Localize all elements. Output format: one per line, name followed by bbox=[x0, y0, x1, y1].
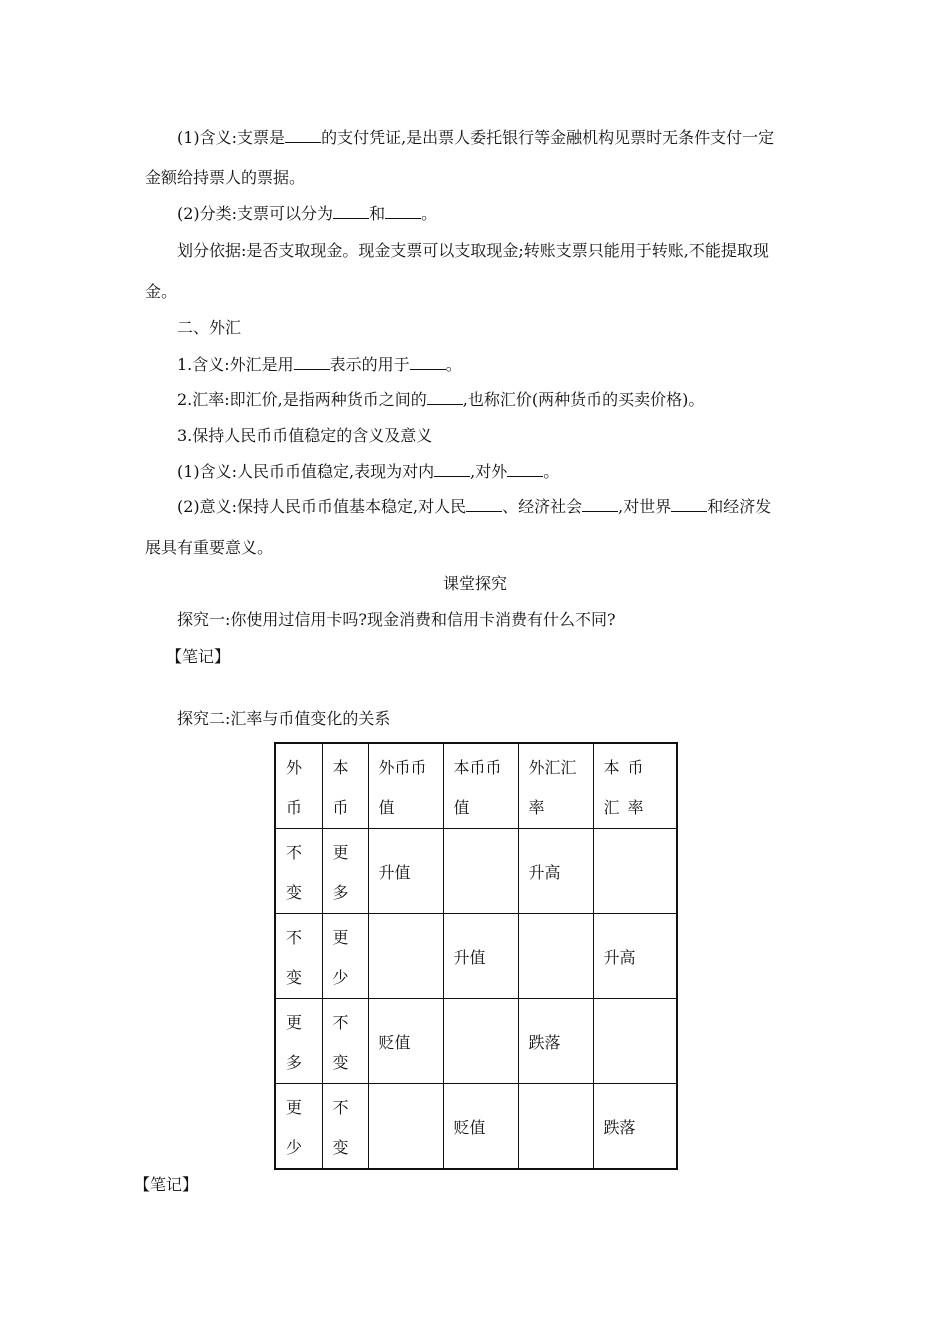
table-row bbox=[275, 999, 677, 1084]
cell-text: 更少 bbox=[286, 1098, 303, 1157]
table-cell bbox=[322, 829, 368, 914]
basis-line bbox=[177, 241, 769, 261]
cell-text bbox=[519, 914, 593, 938]
cell-text: 升高 bbox=[603, 948, 636, 967]
cell-text bbox=[594, 999, 677, 1023]
table-cell bbox=[368, 1084, 443, 1170]
cell-text: 更多 bbox=[286, 1013, 303, 1072]
text: 表示的用于 bbox=[329, 355, 410, 374]
table-cell bbox=[275, 914, 322, 999]
table-cell bbox=[275, 999, 322, 1084]
cell-text: 升高 bbox=[528, 863, 561, 882]
fill-blank bbox=[294, 355, 330, 370]
text: 3.保持人民币币值稳定的含义及意义 bbox=[177, 426, 433, 445]
cell-text bbox=[519, 1084, 593, 1108]
cell-text: 升值 bbox=[453, 948, 486, 967]
header-cell bbox=[275, 743, 322, 829]
cell-text: 外币 bbox=[286, 758, 303, 817]
table-cell bbox=[368, 914, 443, 999]
table-row bbox=[275, 829, 677, 914]
text: 1.含义:外汇是用 bbox=[177, 355, 294, 374]
text: 2.汇率:即汇价,是指两种货币之间的 bbox=[177, 390, 427, 409]
explore-one bbox=[177, 610, 616, 630]
text: ,也称汇价(两种货币的买卖价格)。 bbox=[462, 390, 705, 409]
cell-text: 升值 bbox=[378, 863, 411, 882]
text: 。 bbox=[421, 204, 438, 223]
table-cell bbox=[275, 829, 322, 914]
text: 二、外汇 bbox=[177, 318, 242, 337]
text: 金。 bbox=[145, 282, 178, 301]
fill-blank bbox=[427, 390, 463, 405]
table-cell bbox=[518, 999, 593, 1084]
cell-text: 不变 bbox=[286, 843, 303, 902]
significance-cont bbox=[145, 538, 273, 558]
table-cell bbox=[443, 914, 518, 999]
cell-text: 不变 bbox=[332, 1098, 349, 1157]
section-heading-forex bbox=[177, 318, 241, 338]
cell-text: 外币币值 bbox=[378, 758, 427, 817]
significance-line bbox=[177, 497, 771, 517]
text: 探究一:你使用过信用卡吗?现金消费和信用卡消费有什么不同? bbox=[177, 610, 616, 629]
cell-text: 跌落 bbox=[528, 1033, 561, 1052]
table-cell bbox=[322, 999, 368, 1084]
text: 课堂探究 bbox=[442, 574, 507, 593]
text: 【笔记】 bbox=[166, 647, 231, 666]
cell-text bbox=[594, 829, 677, 853]
cheque-meaning-cont bbox=[145, 168, 305, 188]
cell-text: 本币 bbox=[332, 758, 349, 817]
table-cell bbox=[518, 829, 593, 914]
table-row bbox=[275, 1084, 677, 1170]
rate-line bbox=[177, 390, 704, 410]
table-cell bbox=[368, 829, 443, 914]
cell-text: 本币汇率 bbox=[603, 758, 652, 817]
text: (2)意义:保持人民币币值基本稳定,对人民 bbox=[177, 497, 467, 516]
table-cell bbox=[518, 914, 593, 999]
fill-blank bbox=[671, 497, 707, 512]
notes-label-2 bbox=[134, 1175, 198, 1195]
text: 展具有重要意义。 bbox=[145, 538, 274, 557]
fill-blank bbox=[385, 204, 421, 219]
header-cell bbox=[368, 743, 443, 829]
text: 划分依据:是否支取现金。现金支票可以支取现金;转账支票只能用于转账,不能提取现 bbox=[177, 241, 769, 260]
exchange-rate-table bbox=[274, 742, 678, 1170]
table-cell bbox=[443, 1084, 518, 1170]
fill-blank bbox=[434, 462, 470, 477]
text: 和经济发 bbox=[707, 497, 772, 516]
cell-text bbox=[369, 914, 443, 938]
header-cell bbox=[322, 743, 368, 829]
fill-blank bbox=[466, 497, 502, 512]
table-cell bbox=[443, 829, 518, 914]
table-cell bbox=[322, 914, 368, 999]
fill-blank bbox=[285, 128, 321, 143]
text: (2)分类:支票可以分为 bbox=[177, 204, 334, 223]
table-cell bbox=[593, 999, 677, 1084]
text: 、经济社会 bbox=[502, 497, 583, 516]
cell-text: 贬值 bbox=[378, 1033, 411, 1052]
explore-two bbox=[177, 709, 390, 729]
text: 。 bbox=[543, 462, 560, 481]
text: ,对世界 bbox=[618, 497, 672, 516]
fill-blank bbox=[582, 497, 618, 512]
cell-text bbox=[444, 999, 518, 1023]
text: 的支付凭证,是出票人委托银行等金融机构见票时无条件支付一定 bbox=[321, 128, 775, 147]
table-cell bbox=[593, 1084, 677, 1170]
cell-text: 不变 bbox=[286, 928, 303, 987]
table-cell bbox=[593, 914, 677, 999]
table-cell bbox=[368, 999, 443, 1084]
table-cell bbox=[518, 1084, 593, 1170]
basis-cont bbox=[145, 282, 177, 302]
text: 探究二:汇率与币值变化的关系 bbox=[177, 709, 391, 728]
notes-label-1 bbox=[166, 647, 230, 667]
fx-meaning-line bbox=[177, 355, 462, 375]
cell-text: 跌落 bbox=[603, 1118, 636, 1137]
table-cell bbox=[322, 1084, 368, 1170]
text: (1)含义:人民币币值稳定,表现为对内 bbox=[177, 462, 435, 481]
cheque-types-line bbox=[177, 204, 437, 224]
table-row bbox=[275, 914, 677, 999]
cell-text bbox=[369, 1084, 443, 1108]
text: 和 bbox=[369, 204, 386, 223]
cell-text: 本币币值 bbox=[453, 758, 502, 817]
cell-text: 贬值 bbox=[453, 1118, 486, 1137]
header-cell bbox=[443, 743, 518, 829]
cell-text: 更多 bbox=[332, 843, 349, 902]
table-header-row bbox=[275, 743, 677, 829]
cell-text: 不变 bbox=[332, 1013, 349, 1072]
text: 。 bbox=[445, 355, 462, 374]
stable-meaning-line bbox=[177, 462, 559, 482]
text: (1)含义:支票是 bbox=[177, 128, 286, 147]
class-explore-heading bbox=[0, 574, 950, 594]
cell-text: 更少 bbox=[332, 928, 349, 987]
text: 【笔记】 bbox=[134, 1175, 199, 1194]
table-cell bbox=[443, 999, 518, 1084]
header-cell bbox=[593, 743, 677, 829]
table-cell bbox=[593, 829, 677, 914]
fill-blank bbox=[410, 355, 446, 370]
cheque-meaning-line bbox=[177, 128, 774, 148]
text: ,对外 bbox=[470, 462, 508, 481]
text: 金额给持票人的票据。 bbox=[145, 168, 306, 187]
fill-blank bbox=[333, 204, 369, 219]
cell-text bbox=[444, 829, 518, 853]
fill-blank bbox=[507, 462, 543, 477]
stable-title bbox=[177, 426, 432, 446]
header-cell bbox=[518, 743, 593, 829]
cell-text: 外汇汇率 bbox=[528, 758, 577, 817]
table-cell bbox=[275, 1084, 322, 1170]
